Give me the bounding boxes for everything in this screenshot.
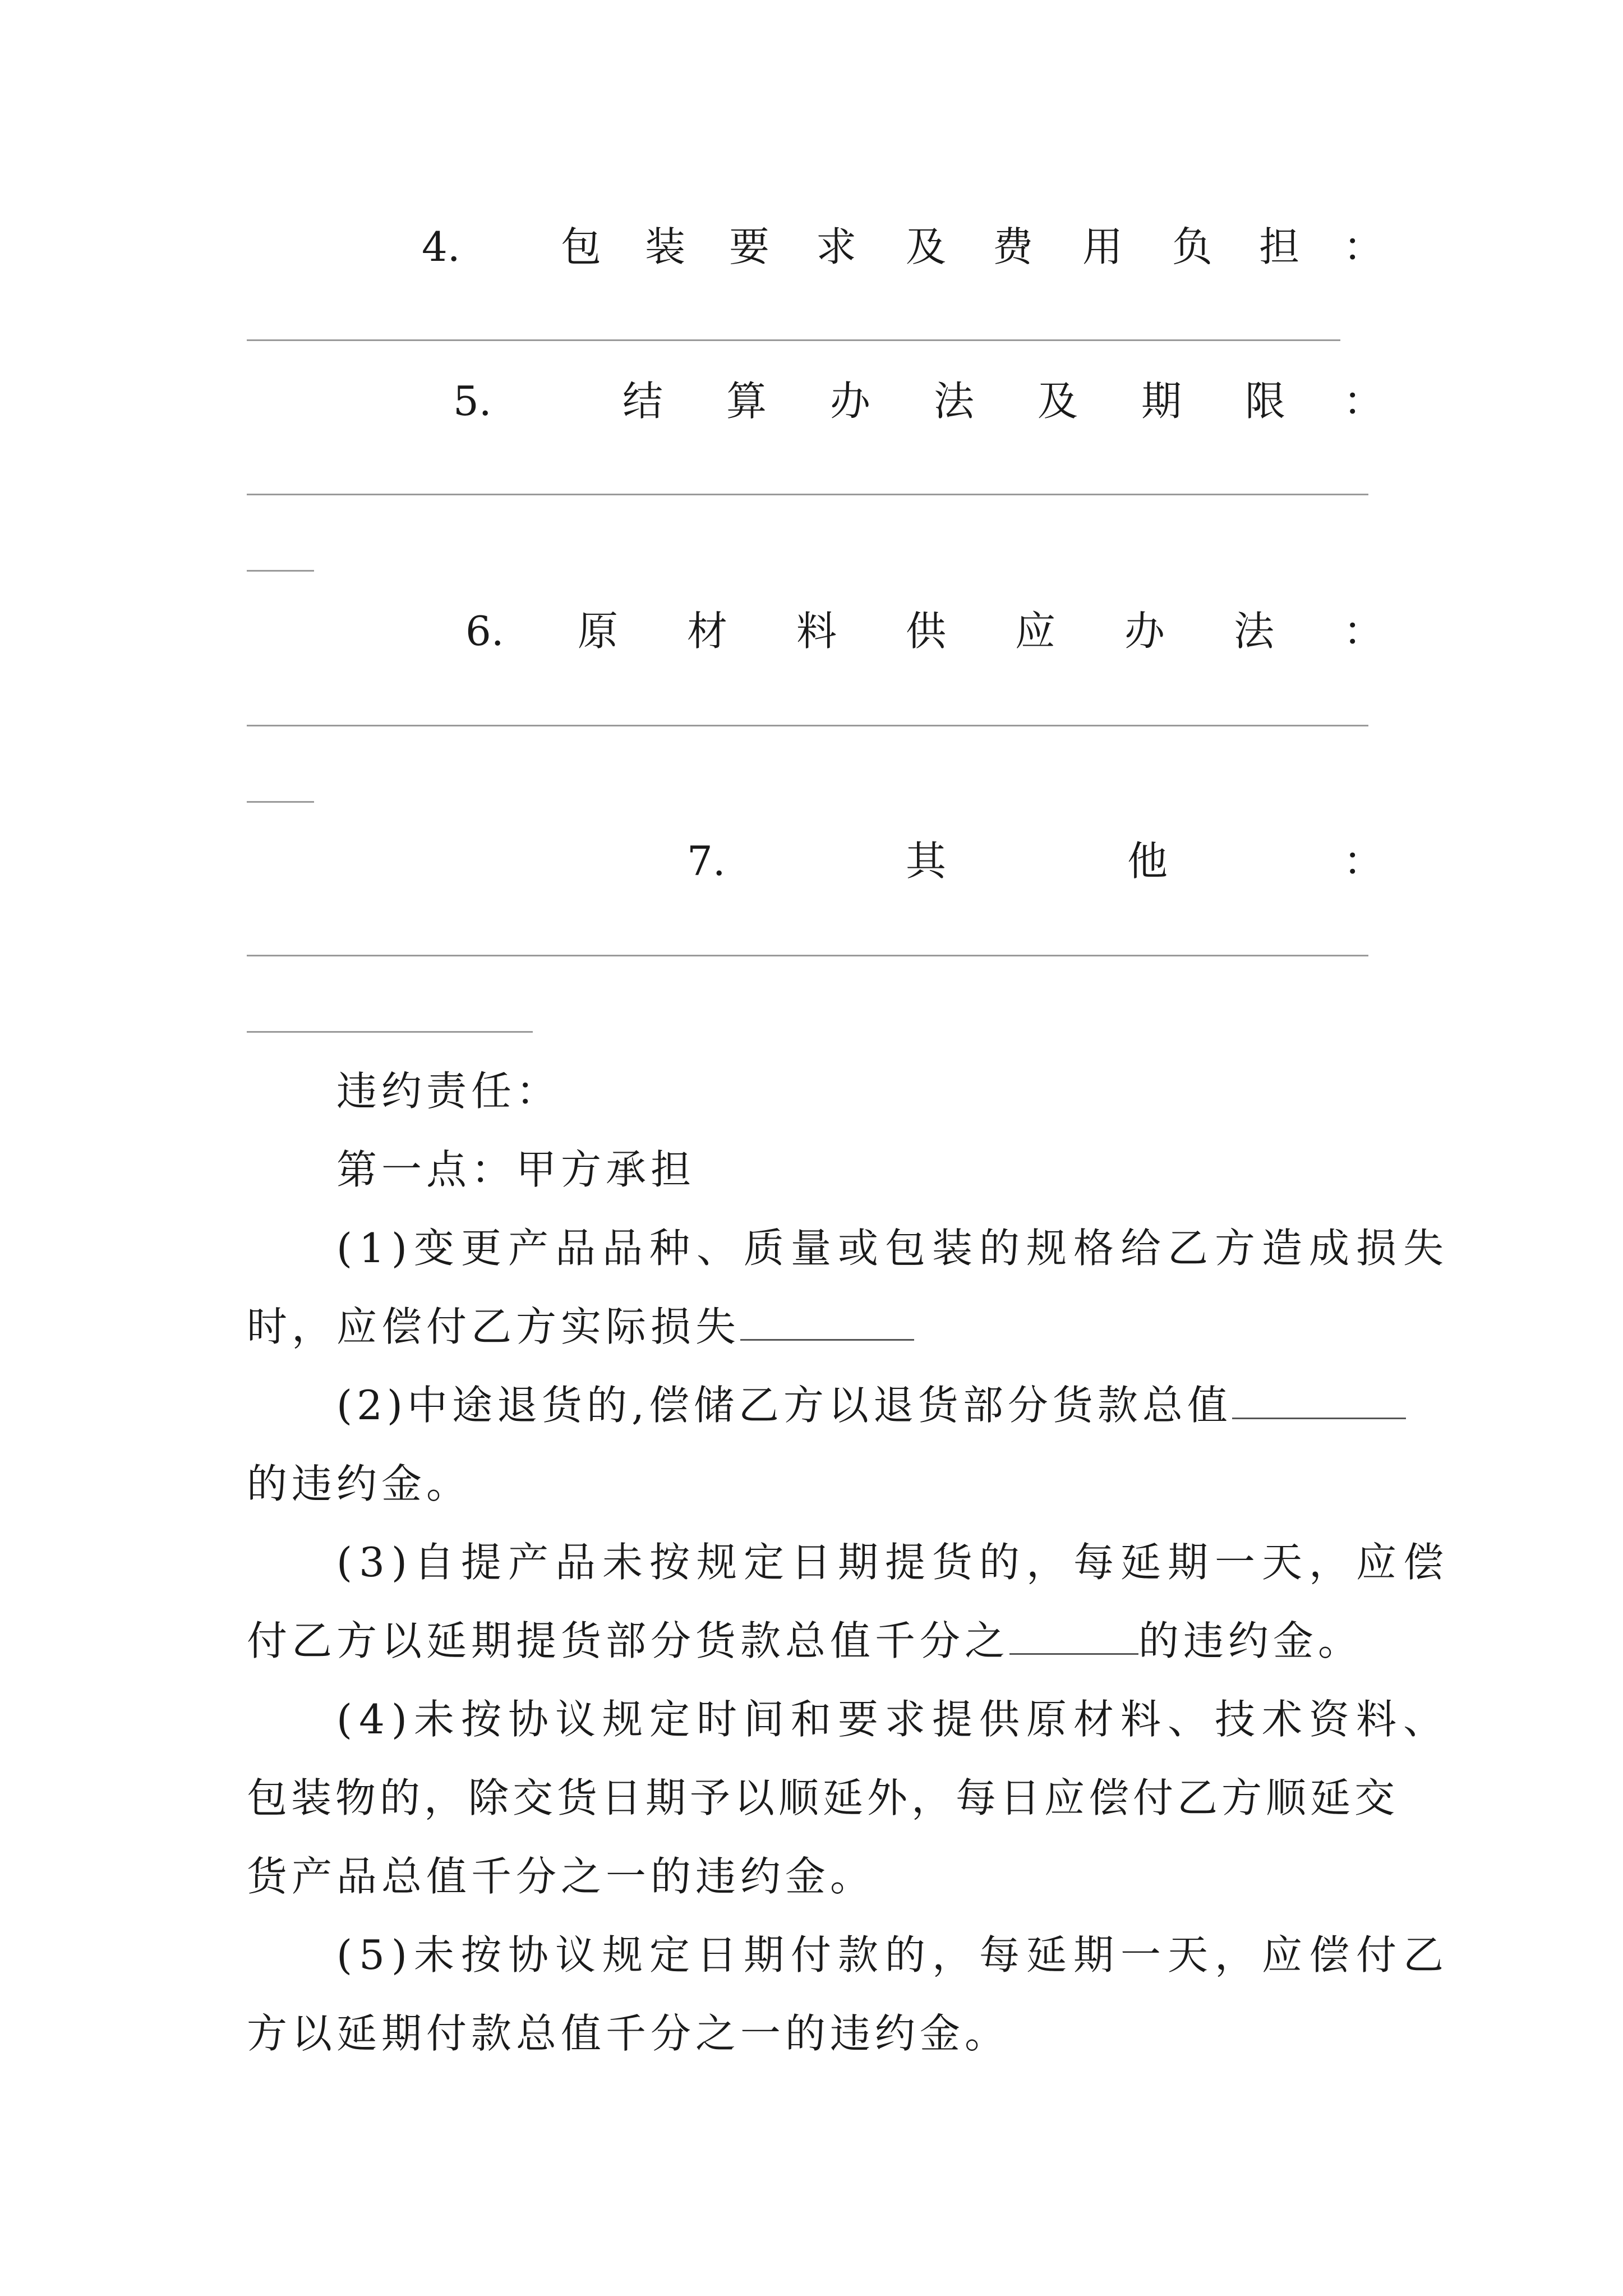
item-char: 法 [1234, 608, 1275, 655]
item-char: 结 [623, 378, 663, 425]
clause-1-text: 时，应偿付乙方实际损失 [247, 1303, 741, 1350]
clause-5-line-2: 方以延期付款总值千分之一的违约金。 [247, 2010, 1010, 2057]
item-char: 费 [993, 223, 1034, 270]
item-colon: ： [1343, 223, 1384, 270]
item-char: 求 [816, 223, 857, 270]
item-char: 算 [726, 378, 767, 425]
item-char: 限 [1245, 378, 1286, 425]
clause-4-line-1: (4)未按协议规定时间和要求提供原材料、技术资料、 [336, 1696, 1450, 1743]
item-char: 办 [830, 378, 871, 425]
clause-3-text: 付乙方以延期提货部分货款总值千分之 [247, 1617, 1010, 1664]
item-number: 5. [453, 378, 492, 425]
item-char: 供 [906, 608, 947, 655]
item-char: 其 [906, 838, 947, 885]
clause-4-line-2: 包装物的，除交货日期予以顺延外，每日应偿付乙方顺延交 [247, 1774, 1399, 1821]
item-colon: ： [1343, 378, 1384, 425]
fill-line [247, 955, 1368, 956]
item-char: 包 [561, 223, 602, 270]
clause-2-text: (2)中途退货的,偿储乙方以退货部分货款总值 [336, 1382, 1232, 1429]
item-char: 材 [687, 608, 728, 655]
clause-3-line-1: (3)自提产品未按规定日期提货的，每延期一天，应偿 [336, 1539, 1450, 1586]
item-number: 7. [687, 838, 726, 885]
clause-2-line-2: 的违约金。 [247, 1460, 472, 1507]
clause-4-line-3: 货产品总值千分之一的违约金。 [247, 1853, 875, 1900]
item-char: 负 [1172, 223, 1213, 270]
item-char: 担 [1259, 223, 1300, 270]
item-char: 法 [934, 378, 975, 425]
item-char: 及 [906, 223, 947, 270]
fill-line [247, 570, 314, 572]
blank-field [1009, 1614, 1138, 1655]
clause-5-line-1: (5)未按协议规定日期付款的，每延期一天，应偿付乙 [336, 1931, 1450, 1978]
blank-field [1232, 1378, 1406, 1419]
blank-field [740, 1300, 914, 1341]
item-char: 应 [1015, 608, 1056, 655]
liability-heading: 违约责任： [336, 1068, 561, 1115]
fill-line [247, 1031, 533, 1033]
item-char: 料 [796, 608, 837, 655]
item-colon: ： [1343, 838, 1384, 885]
fill-line [247, 725, 1368, 726]
item-char: 办 [1124, 608, 1165, 655]
item-7 [0, 833, 1623, 889]
item-char: 装 [645, 223, 686, 270]
clause-3-line-2 [247, 1613, 1363, 1669]
item-6 [0, 603, 1623, 659]
fill-line [247, 339, 1340, 341]
item-5 [0, 373, 1623, 429]
item-char: 及 [1038, 378, 1078, 425]
item-char: 要 [729, 223, 770, 270]
item-number: 6. [465, 608, 504, 655]
fill-line [247, 494, 1368, 495]
item-char: 原 [578, 608, 619, 655]
item-number: 4. [422, 223, 460, 270]
item-char: 期 [1141, 378, 1182, 425]
clause-1-line-1: (1)变更产品品种、质量或包装的规格给乙方造成损失 [336, 1225, 1450, 1272]
fill-line [247, 801, 314, 803]
item-4 [0, 219, 1623, 275]
item-char: 用 [1082, 223, 1123, 270]
item-colon: ： [1343, 608, 1384, 655]
item-char: 他 [1127, 838, 1168, 885]
point-one-heading: 第一点：甲方承担 [336, 1146, 696, 1193]
clause-2-line-1 [336, 1377, 1406, 1433]
clause-1-line-2 [247, 1299, 914, 1355]
clause-3-text-end: 的违约金。 [1138, 1617, 1363, 1664]
